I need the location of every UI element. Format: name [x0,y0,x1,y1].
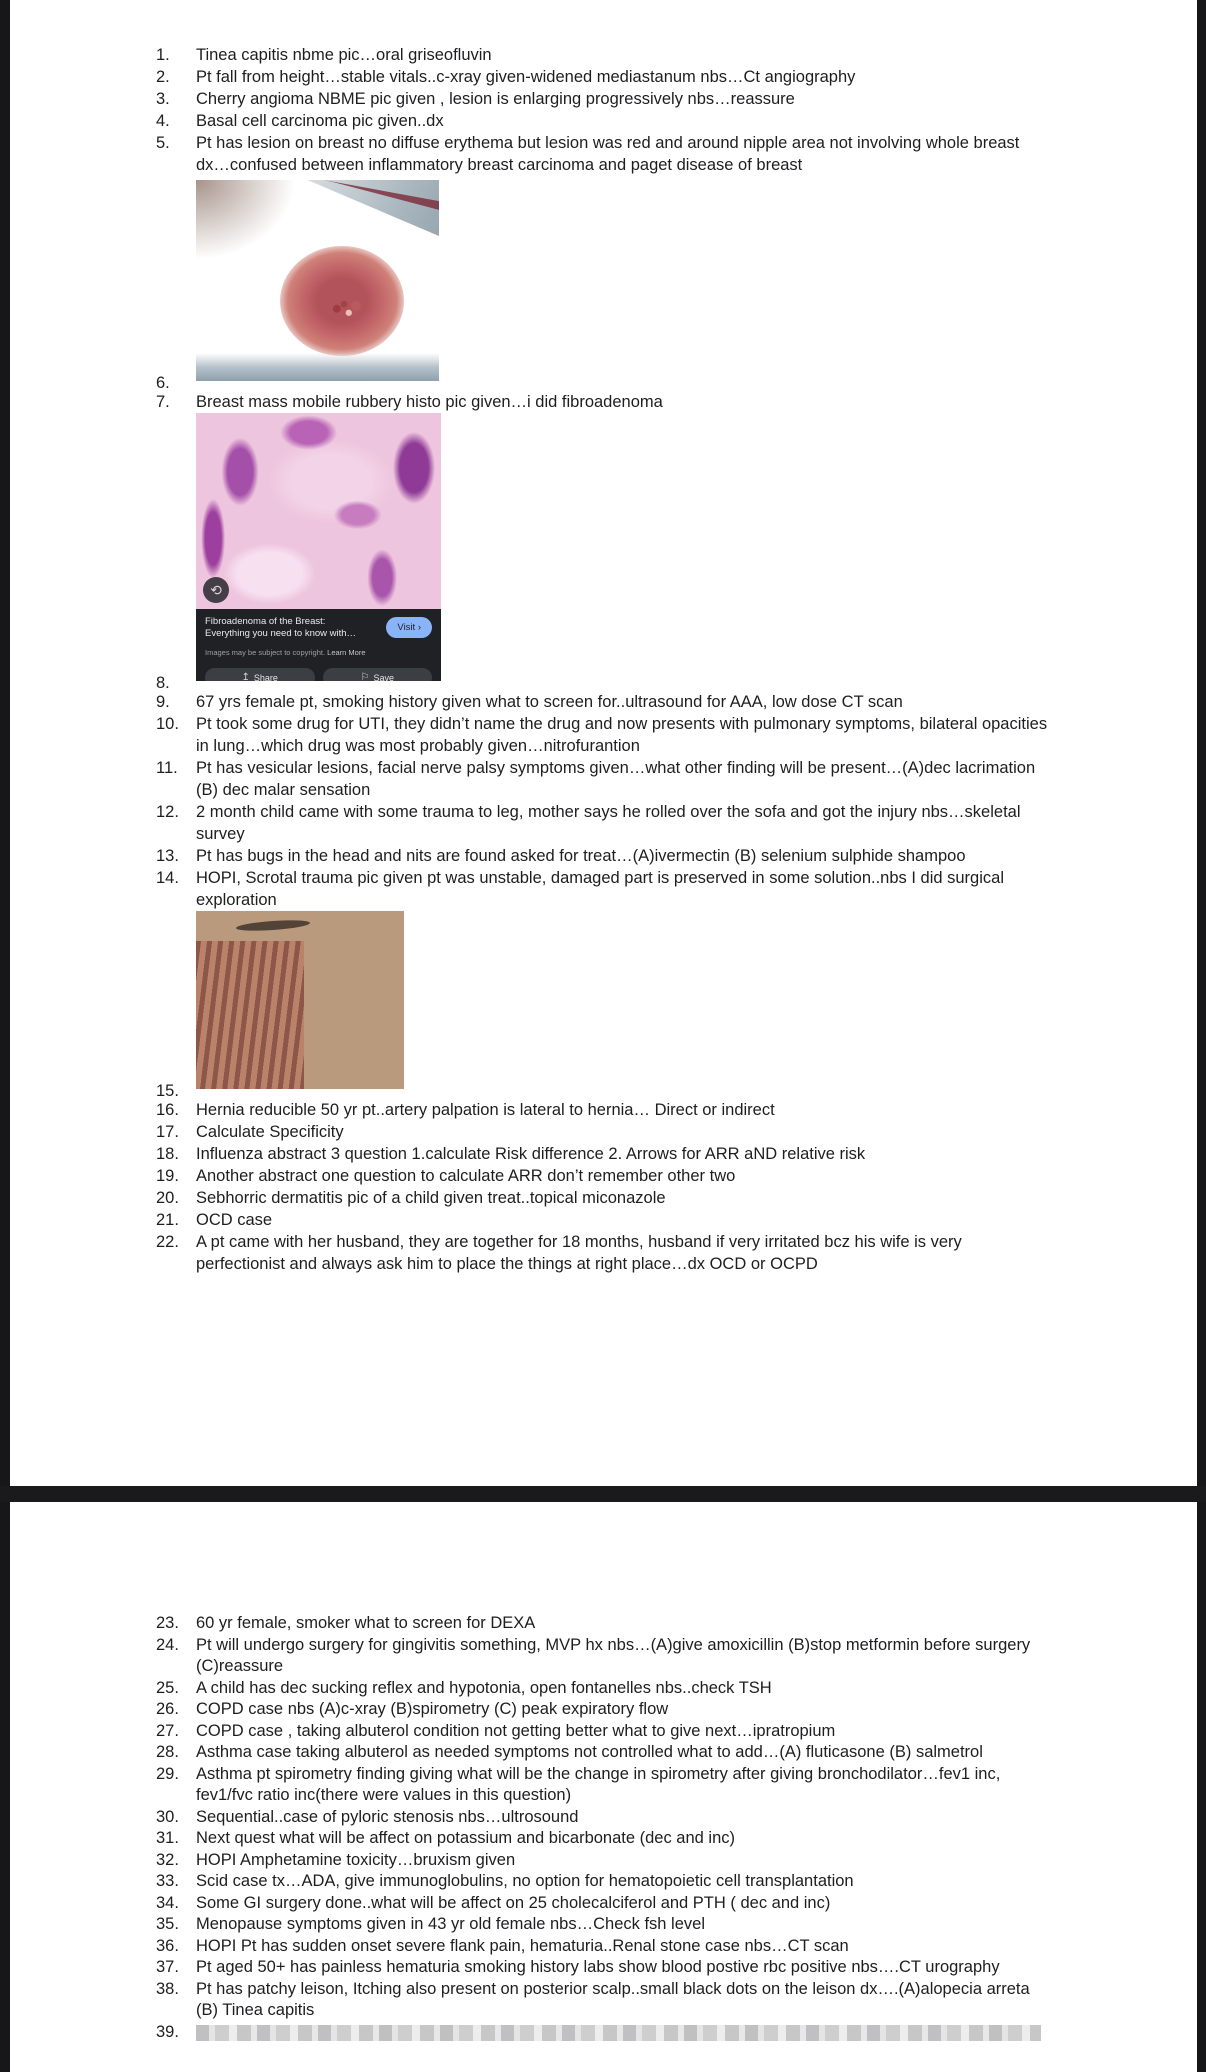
list-item [156,110,1197,132]
list-item [156,44,1197,66]
list-item-number: 6. [156,374,170,392]
bookmark-icon: ⚐ [360,671,370,681]
list-item-number: 22. [156,1233,179,1251]
list-item-text: HOPI Amphetamine toxicity…bruxism given [196,1850,516,1869]
list-item-text: Asthma case taking albuterol as needed symptoms not controlled what to add…(A) fluticasone (B) salmetrol [196,1743,983,1761]
list-item-text: Tinea capitis nbme pic…oral griseofluvin [196,46,492,64]
list-item-text: Some GI surgery done..what will be affect on 25 cholecalciferol and PTH ( dec and inc) [196,1893,831,1912]
lesion-center [314,288,374,328]
list-item [156,1209,1197,1231]
list-item [156,1613,1197,1635]
save-button[interactable]: ⚐ Save [323,668,433,681]
drape-cloth-bottom [196,353,439,381]
list-item [156,1979,1197,2022]
list-item-text: A child has dec sucking reflex and hypotonia, open fontanelles nbs..check TSH [196,1678,772,1697]
list-item [156,1914,1197,1936]
list-item-text: Cherry angioma NBME pic given , lesion is enlarging progressively nbs…reassure [196,90,795,108]
list-item-text: 60 yr female, smoker what to screen for DEXA [196,1614,536,1632]
list-item-text: Influenza abstract 3 question 1.calculate Risk difference 2. Arrows for ARR aND relative risk [196,1145,866,1163]
list-item-number: 21. [156,1211,179,1229]
list-item-number: 15. [156,1082,179,1100]
list-item [156,413,1197,692]
question-list-page-2 [10,1502,1197,2043]
list-item-text: Next quest what will be affect on potassium and bicarbonate (dec and inc) [196,1829,736,1847]
list-item [156,66,1197,88]
list-item-number: 27. [156,1721,179,1740]
list-item-number: 33. [156,1872,179,1890]
list-item-text: Pt fall from height…stable vitals..c-xray given-widened mediastanum nbs…Ct angiography [196,68,856,86]
list-item [156,88,1197,110]
list-item [156,691,1197,713]
list-item [156,1635,1197,1678]
list-item [156,1121,1197,1143]
share-button[interactable]: ↥ Share [205,668,315,681]
list-item-text: Sequential..case of pyloric stenosis nbs…ultrosound [196,1807,579,1826]
list-item-text: A pt came with her husband, they are together for 18 months, husband if very irritated bcz his wife is very perfectionist and always ask him to place the things at right place…dx OCD or OCPD [196,1233,962,1273]
list-item [156,1099,1197,1121]
list-item-number: 7. [156,393,170,411]
list-item-number: 23. [156,1614,179,1632]
list-item-text: Pt has vesicular lesions, facial nerve palsy symptoms given…what other finding will be present…(A)dec lacrimation (B) dec malar sensation [196,759,1036,799]
list-item [156,1871,1197,1893]
learn-more-link[interactable]: Learn More [327,648,366,657]
list-item-number: 3. [156,90,170,108]
list-item-number: 39. [156,2022,179,2041]
list-item [156,2022,1197,2044]
list-item-text: Pt took some drug for UTI, they didn’t name the drug and now presents with pulmonary symptoms, bilateral opacities in lung…which drug was most probably given…nitrofurantion [196,715,1048,755]
list-item-number: 19. [156,1167,179,1185]
list-item-number: 20. [156,1189,179,1207]
breast-lesion-image [196,180,439,381]
list-item [156,1936,1197,1958]
list-item-text: Menopause symptoms given in 43 yr old female nbs…Check fsh level [196,1915,705,1933]
list-item-number: 1. [156,46,170,64]
list-item [156,1850,1197,1872]
document-page-1 [10,0,1197,1486]
list-item [156,911,1197,1100]
list-item-number: 26. [156,1700,179,1718]
page-separator [0,1486,1206,1502]
list-item-text: OCD case [196,1211,273,1229]
list-item-text: Hernia reducible 50 yr pt..artery palpation is lateral to hernia… Direct or indirect [196,1101,775,1119]
fibroadenoma-histology-image [196,413,441,681]
document-page-2 [10,1502,1197,2072]
list-item-text: 2 month child came with some trauma to leg, mother says he rolled over the sofa and got the injury nbs…skeletal survey [196,803,1021,843]
list-item-number: 8. [156,674,170,692]
list-item [156,1231,1197,1275]
list-item-number: 5. [156,134,170,152]
list-item-number: 28. [156,1743,179,1761]
list-item-text: COPD case nbs (A)c-xray (B)spirometry (C) peak expiratory flow [196,1700,669,1718]
list-item-text: Pt has patchy leison, Itching also present on posterior scalp..small black dots on the leison dx….(A)alopecia arreta (B) Tinea capitis [196,1979,1030,2019]
list-item-text: Asthma pt spirometry finding giving what will be the change in spirometry after giving bronchodilator…fev1 inc, fev1/fvc ratio inc(there were values in this question) [196,1764,1001,1804]
list-item-number: 14. [156,869,179,887]
list-item-text: COPD case , taking albuterol condition not getting better what to give next…ipratropium [196,1721,836,1740]
lens-result-title: Fibroadenoma of the Breast: Everything you need to know with… [205,616,357,639]
list-item-text: Breast mass mobile rubbery histo pic given…i did fibroadenoma [196,393,663,411]
list-item-text: Pt will undergo surgery for gingivitis something, MVP hx nbs…(A)give amoxicillin (B)stop metformin before surgery (C)reassure [196,1635,1031,1675]
list-item-number: 24. [156,1635,179,1654]
list-item-number: 11. [156,759,178,777]
list-item [156,713,1197,757]
question-list-page-1 [10,0,1197,1275]
skin-fold [236,918,310,932]
list-item-number: 31. [156,1829,179,1847]
list-item [156,1828,1197,1850]
list-item-text: HOPI, Scrotal trauma pic given pt was unstable, damaged part is preserved in some solution..nbs I did surgical exploration [196,869,1004,909]
list-item-number: 25. [156,1678,179,1697]
list-item [156,1165,1197,1187]
blood-streaks [196,941,304,1089]
list-item [156,1143,1197,1165]
share-icon: ↥ [241,671,250,681]
list-item-text: Pt has bugs in the head and nits are found asked for treat…(A)ivermectin (B) selenium sulphide shampoo [196,847,966,865]
list-item [156,867,1197,911]
list-item-number: 35. [156,1915,179,1933]
lens-result-card [196,609,441,681]
clipped-text-line [196,2025,1041,2041]
list-item [156,1807,1197,1829]
scrotal-trauma-image [196,911,404,1089]
histology-tissue [196,413,441,609]
list-item-number: 12. [156,803,179,821]
list-item-number: 37. [156,1958,179,1976]
list-item [156,391,1197,413]
list-item-number: 9. [156,693,170,711]
list-item-number: 36. [156,1936,179,1955]
list-item-number: 4. [156,112,170,130]
list-item-text: Sebhorric dermatitis pic of a child given treat..topical miconazole [196,1189,666,1207]
list-item-text: Pt has lesion on breast no diffuse erythema but lesion was red and around nipple area not involving whole breast dx…confused between inflammatory breast carcinoma and paget disease of breast [196,134,1020,174]
list-item [156,1893,1197,1915]
list-item [156,1764,1197,1807]
list-item [156,1742,1197,1764]
list-item-number: 34. [156,1893,179,1912]
list-item-number: 10. [156,715,179,733]
list-item-number: 32. [156,1850,179,1869]
list-item [156,1678,1197,1700]
list-item-number: 17. [156,1123,179,1141]
lens-icon[interactable]: ⟲ [203,577,229,603]
list-item [156,132,1197,176]
list-item [156,1699,1197,1721]
list-item-text: Another abstract one question to calculate ARR don’t remember other two [196,1167,736,1185]
list-item-text: Basal cell carcinoma pic given..dx [196,112,444,130]
list-item-text: Calculate Specificity [196,1123,344,1141]
list-item-number: 16. [156,1101,179,1119]
list-item [156,1721,1197,1743]
list-item-number: 18. [156,1145,179,1163]
copyright-note: Images may be subject to copyright. Learn More [205,648,366,657]
list-item-text: 67 yrs female pt, smoking history given what to screen for..ultrasound for AAA, low dose CT scan [196,693,903,711]
list-item-number: 2. [156,68,170,86]
list-item [156,1187,1197,1209]
list-item-number: 38. [156,1979,179,1998]
photo-shadow [196,180,296,260]
list-item [156,1957,1197,1979]
list-item-text: Pt aged 50+ has painless hematuria smoking history labs show blood postive rbc positive nbs….CT urography [196,1958,1000,1976]
list-item [156,176,1197,392]
list-item-number: 30. [156,1807,179,1826]
list-item [156,757,1197,801]
list-item-number: 29. [156,1764,179,1783]
visit-button[interactable]: Visit › [386,617,432,638]
list-item [156,845,1197,867]
list-item-text: Scid case tx…ADA, give immunoglobulins, no option for hematopoietic cell transplantation [196,1872,854,1890]
list-item-text: HOPI Pt has sudden onset severe flank pain, hematuria..Renal stone case nbs…CT scan [196,1936,849,1955]
list-item-number: 13. [156,847,179,865]
list-item [156,801,1197,845]
